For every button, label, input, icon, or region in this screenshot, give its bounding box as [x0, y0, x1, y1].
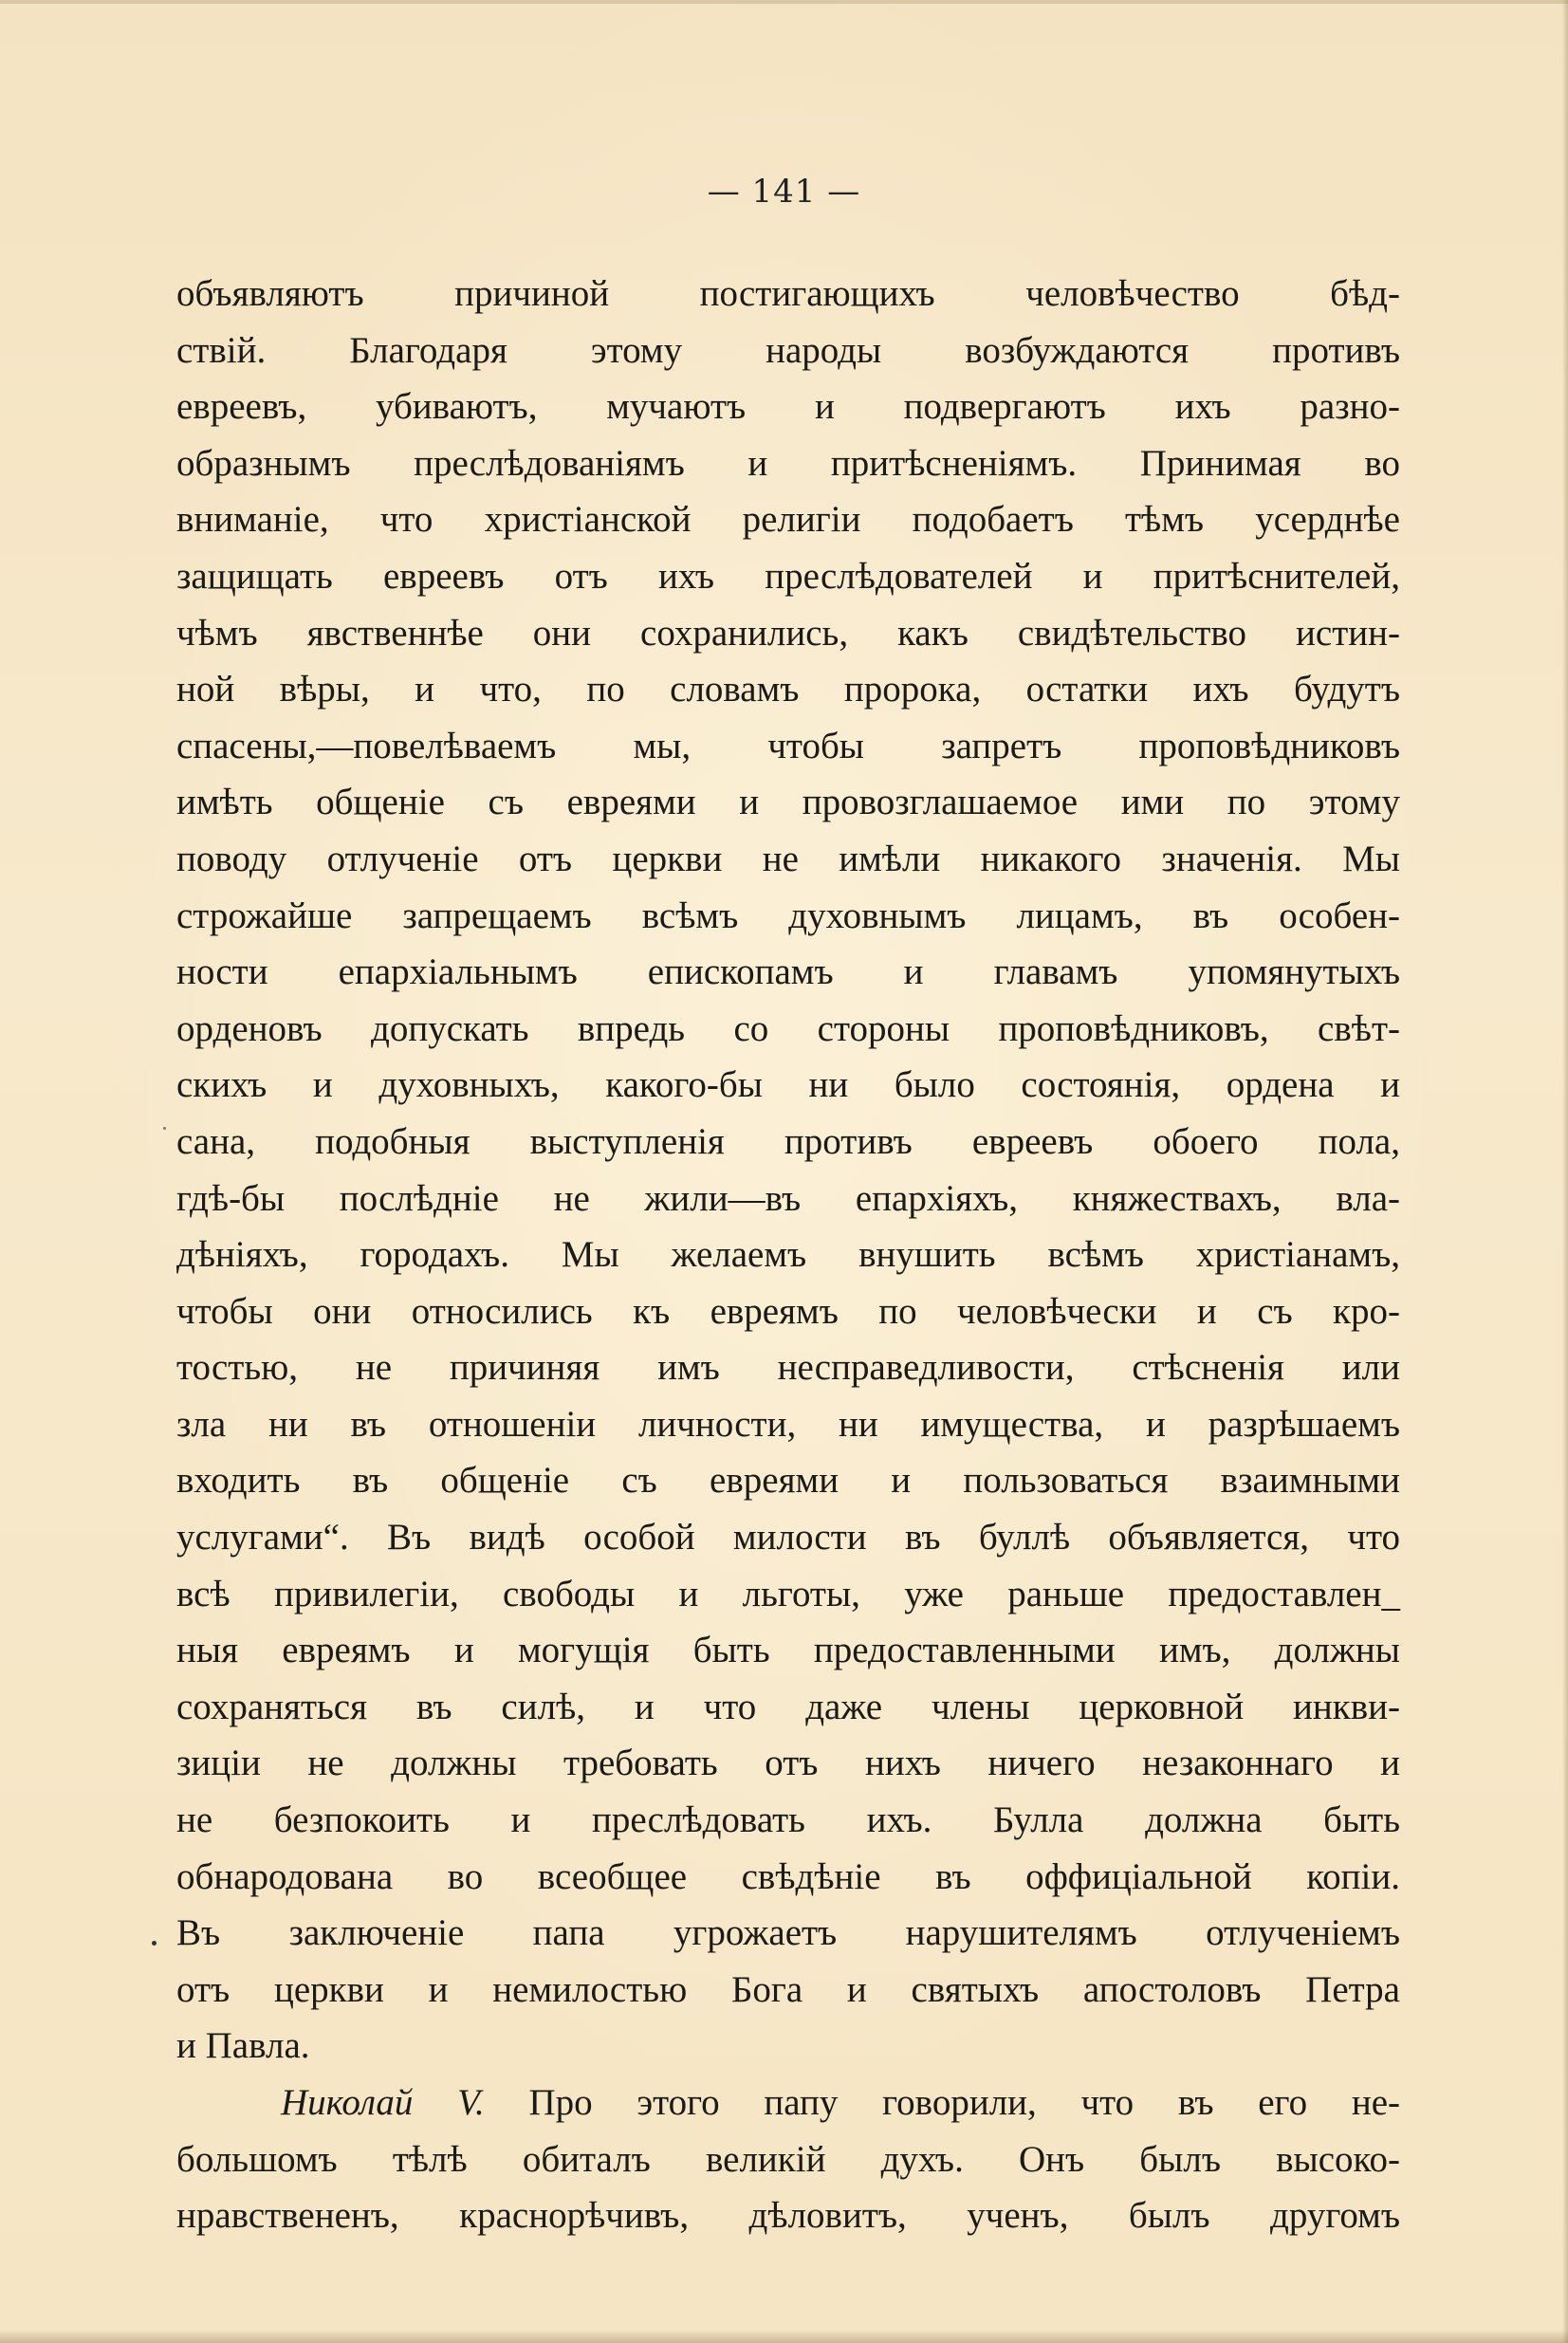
text-line: обнародована во всеобщее свѣдѣніе въ оффиціальной копіи.: [176, 1855, 1400, 1897]
text-line: большомъ тѣлѣ обиталъ великій духъ. Онъ былъ высоко-: [176, 2138, 1400, 2180]
text-line: сана, подобныя выступленія противъ евреевъ обоего пола,: [176, 1120, 1400, 1162]
page-number: — 141 —: [707, 173, 861, 211]
text-line: чтобы они относились къ евреямъ по человѣчески и съ кро-: [176, 1290, 1400, 1332]
text-line: защищать евреевъ отъ ихъ преслѣдователей и притѣснителей,: [176, 555, 1400, 597]
text-line: ной вѣры, и что, по словамъ пророка, остатки ихъ будутъ: [176, 669, 1400, 710]
text-line: не безпокоить и преслѣдовать ихъ. Булла должна быть: [176, 1799, 1400, 1841]
text-line: Въ заключеніе папа угрожаетъ нарушителямъ отлученіемъ: [176, 1912, 1400, 1954]
text-line: орденовъ допускать впредь со стороны проповѣдниковъ, свѣт-: [176, 1007, 1400, 1049]
margin-dot: [152, 1941, 157, 1946]
text-line: строжайше запрещаемъ всѣмъ духовнымъ лицамъ, въ особен-: [176, 895, 1400, 936]
margin-speck: [163, 1127, 166, 1130]
body-text: [176, 266, 1400, 2244]
text-line: ныя евреямъ и могущія быть предоставленными имъ, должны: [176, 1630, 1400, 1671]
text-line: имѣть общеніе съ евреями и провозглашаемое ими по этому: [176, 782, 1400, 823]
text-line: ствій. Благодаря этому народы возбуждаются противъ: [176, 329, 1400, 371]
text-line: и Павла.: [176, 2025, 310, 2067]
text-line: скихъ и духовныхъ, какого-бы ни было состоянія, ордена и: [176, 1064, 1400, 1106]
text-line: евреевъ, убиваютъ, мучаютъ и подвергаютъ ихъ разно-: [176, 386, 1400, 428]
text-line: всѣ привилегіи, свободы и льготы, уже раньше предоставлен_: [176, 1573, 1400, 1614]
text-line: нравствененъ, краснорѣчивъ, дѣловитъ, ученъ, былъ другомъ: [176, 2195, 1400, 2237]
text-segment: Про этого папу говорили, что въ его не-: [484, 2082, 1400, 2123]
page-top-edge: [0, 0, 1568, 4]
text-line: ности епархіальнымъ епископамъ и главамъ упомянутыхъ: [176, 951, 1400, 993]
text-line: гдѣ-бы послѣдніе не жили—въ епархіяхъ, княжествахъ, вла-: [176, 1177, 1400, 1219]
pope-name: Николай V.: [281, 2082, 485, 2123]
text-line: объявляютъ причиной постигающихъ человѣчество бѣд-: [176, 273, 1400, 314]
text-line: вниманіе, что христіанской религіи подобаетъ тѣмъ усерднѣе: [176, 499, 1400, 541]
text-line: чѣмъ явственнѣе они сохранились, какъ свидѣтельство истин-: [176, 612, 1400, 654]
text-line: спасены,—повелѣваемъ мы, чтобы запретъ проповѣдниковъ: [176, 725, 1400, 766]
text-line: образнымъ преслѣдованіямъ и притѣсненіямъ. Принимая во: [176, 442, 1400, 484]
text-line: входить въ общеніе съ евреями и пользоваться взаимными: [176, 1460, 1400, 1502]
text-line: поводу отлученіе отъ церкви не имѣли никакого значенія. Мы: [176, 838, 1400, 879]
text-line: зла ни въ отношеніи личности, ни имущества, и разрѣшаемъ: [176, 1403, 1400, 1445]
text-line: зиціи не должны требовать отъ нихъ ничего незаконнаго и: [176, 1743, 1400, 1784]
text-line: услугами“. Въ видѣ особой милости въ буллѣ объявляется, что: [176, 1517, 1400, 1559]
page-bottom-edge: [0, 2330, 1568, 2343]
text-line: дѣніяхъ, городахъ. Мы желаемъ внушить всѣмъ христіанамъ,: [176, 1234, 1400, 1276]
paragraph-start-line: [176, 2075, 1400, 2131]
text-line: сохраняться въ силѣ, и что даже члены церковной инкви-: [176, 1686, 1400, 1727]
page-right-edge: [1562, 0, 1568, 2343]
text-line: тостью, не причиняя имъ несправедливости, стѣсненія или: [176, 1347, 1400, 1389]
text-line: отъ церкви и немилостью Бога и святыхъ апостоловъ Петра: [176, 1968, 1400, 2010]
